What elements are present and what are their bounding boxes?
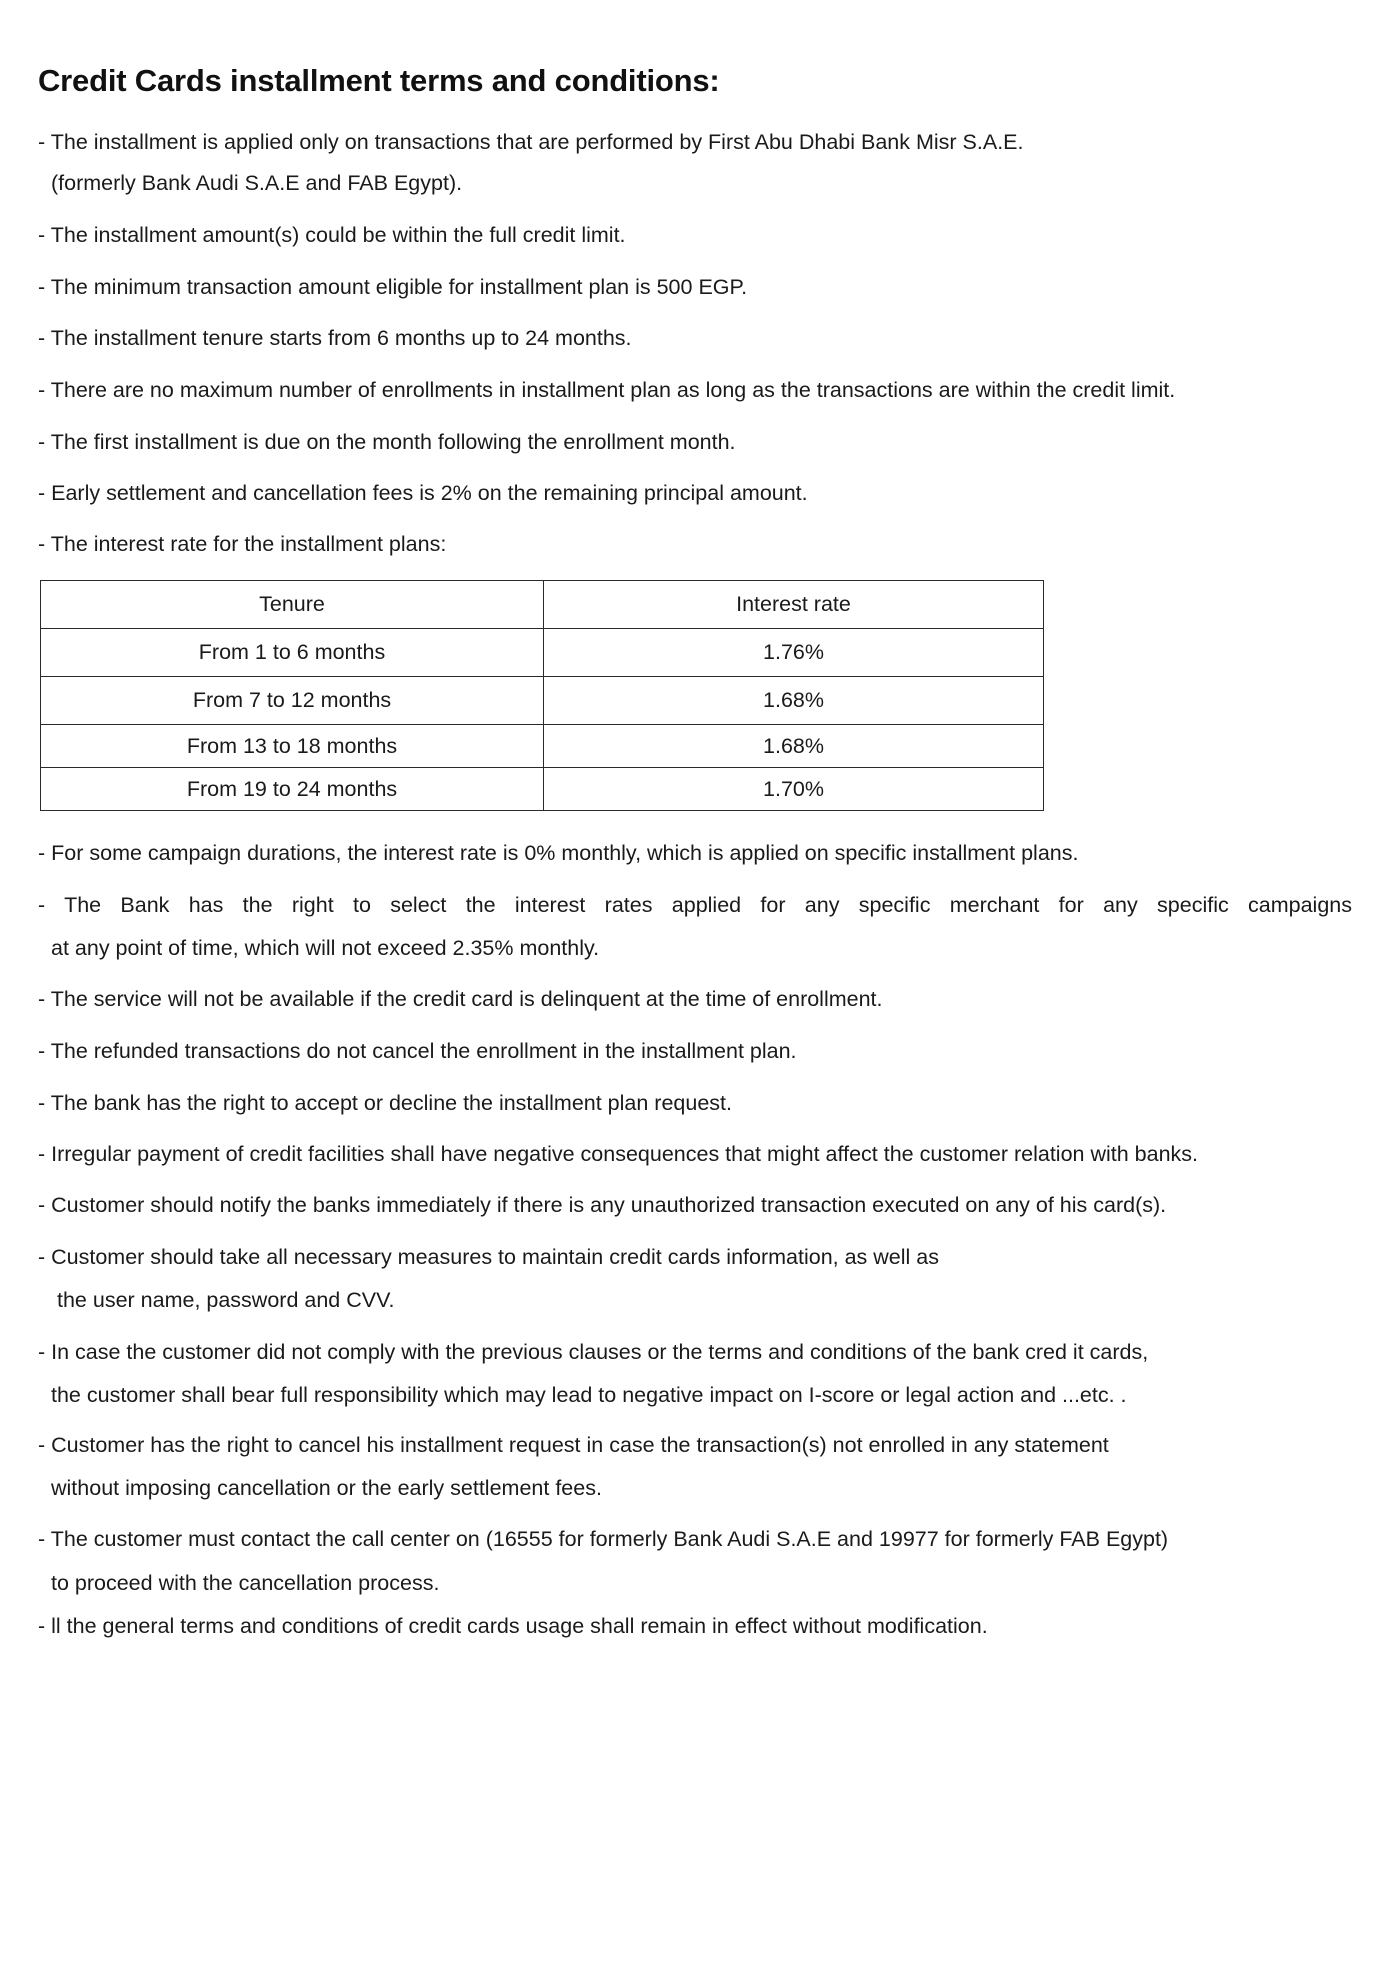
clause-8: - The interest rate for the installment plans: <box>38 532 447 556</box>
clause-18-continuation: without imposing cancellation or the early settlement fees. <box>51 1476 602 1500</box>
tenure-cell: From 1 to 6 months <box>41 629 544 677</box>
clause-7: - Early settlement and cancellation fees is 2% on the remaining principal amount. <box>38 481 808 505</box>
clause-3: - The minimum transaction amount eligible for installment plan is 500 EGP. <box>38 275 748 299</box>
clause-18: - Customer has the right to cancel his installment request in case the transaction(s) not enrolled in any statement <box>38 1433 1109 1457</box>
clause-16: - Customer should take all necessary measures to maintain credit cards information, as well as <box>38 1245 939 1269</box>
interest-rate-cell: 1.68% <box>544 677 1044 725</box>
page-title: Credit Cards installment terms and conditions: <box>38 62 720 98</box>
clause-15: - Customer should notify the banks immediately if there is any unauthorized transaction executed on any of his card(s). <box>38 1193 1167 1217</box>
clause-17-continuation: the customer shall bear full responsibility which may lead to negative impact on I-score or legal action and ...etc. . <box>51 1383 1127 1407</box>
column-header-tenure: Tenure <box>41 581 544 629</box>
interest-rate-cell: 1.68% <box>544 725 1044 768</box>
clause-19: - The customer must contact the call center on (16555 for formerly Bank Audi S.A.E and 19977 for formerly FAB Egypt) <box>38 1527 1169 1551</box>
clause-9: - For some campaign durations, the interest rate is 0% monthly, which is applied on specific installment plans. <box>38 841 1079 865</box>
clause-10-continuation: at any point of time, which will not exceed 2.35% monthly. <box>51 936 600 960</box>
interest-rate-table <box>40 580 1044 811</box>
clause-16-continuation: the user name, password and CVV. <box>57 1288 395 1312</box>
column-header-interest-rate: Interest rate <box>544 581 1044 629</box>
table-row <box>41 768 1044 811</box>
clause-11: - The service will not be available if the credit card is delinquent at the time of enrollment. <box>38 987 883 1011</box>
clause-20: - ll the general terms and conditions of credit cards usage shall remain in effect without modification. <box>38 1614 988 1638</box>
tenure-cell: From 19 to 24 months <box>41 768 544 811</box>
clause-14: - Irregular payment of credit facilities shall have negative consequences that might affect the customer relation with banks. <box>38 1142 1199 1166</box>
clause-2: - The installment amount(s) could be within the full credit limit. <box>38 223 626 247</box>
clause-1-continuation: (formerly Bank Audi S.A.E and FAB Egypt). <box>51 171 463 195</box>
interest-rate-cell: 1.70% <box>544 768 1044 811</box>
table-row <box>41 725 1044 768</box>
tenure-cell: From 7 to 12 months <box>41 677 544 725</box>
table-row <box>41 629 1044 677</box>
clause-19-continuation: to proceed with the cancellation process. <box>51 1571 440 1595</box>
clause-1: - The installment is applied only on transactions that are performed by First Abu Dhabi Bank Misr S.A.E. <box>38 130 1024 154</box>
clause-17: - In case the customer did not comply with the previous clauses or the terms and conditions of the bank cred it cards, <box>38 1340 1149 1364</box>
clause-6: - The first installment is due on the month following the enrollment month. <box>38 430 736 454</box>
table-row <box>41 677 1044 725</box>
clause-12: - The refunded transactions do not cancel the enrollment in the installment plan. <box>38 1039 797 1063</box>
clause-5: - There are no maximum number of enrollments in installment plan as long as the transactions are within the credit limit. <box>38 378 1176 402</box>
clause-4: - The installment tenure starts from 6 months up to 24 months. <box>38 326 632 350</box>
interest-rate-cell: 1.76% <box>544 629 1044 677</box>
clause-10: - The Bank has the right to select the interest rates applied for any specific merchant for any specific campaigns <box>38 893 1352 917</box>
table-header-row <box>41 581 1044 629</box>
tenure-cell: From 13 to 18 months <box>41 725 544 768</box>
clause-13: - The bank has the right to accept or decline the installment plan request. <box>38 1091 732 1115</box>
